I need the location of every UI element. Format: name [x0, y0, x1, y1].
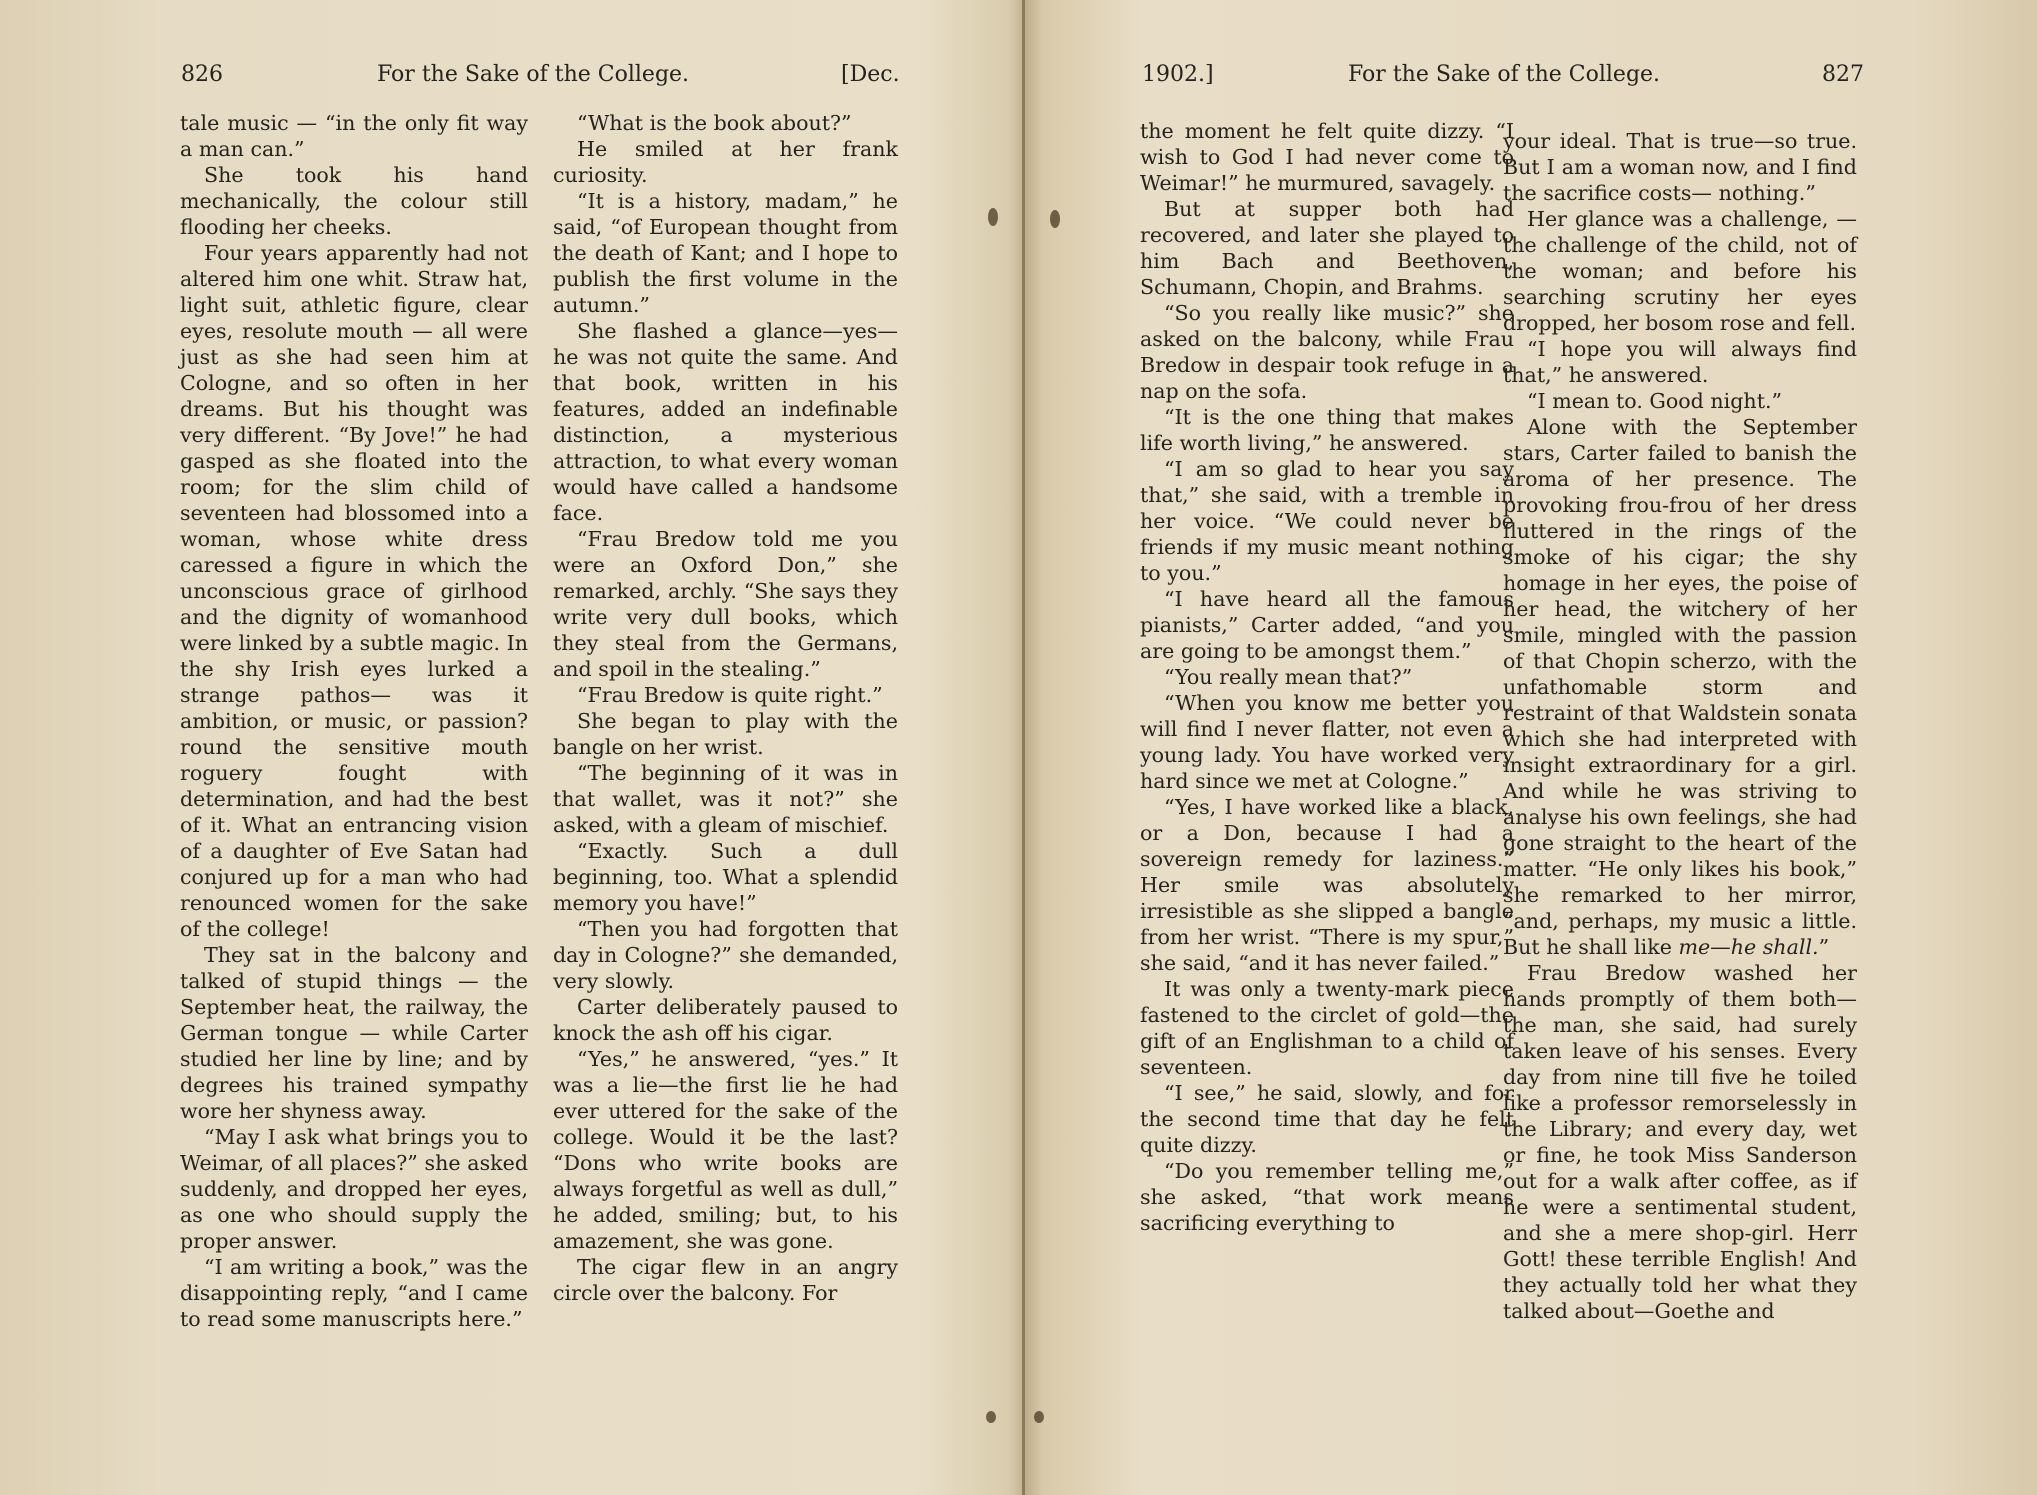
paragraph-text: “May I ask what brings you to Weimar, of all places?” she asked suddenly, and dropped her eyes, as one who should supply the proper answer. [180, 1125, 528, 1253]
paragraph-text: the moment he felt quite dizzy. “I wish to God I had never come to Weimar!” he murmured, savagely. [1140, 119, 1514, 195]
paragraph-text: your ideal. That is true—so true. But I am a woman now, and I find the sacrifice costs— nothing.” [1503, 129, 1857, 205]
paragraph [1503, 414, 1857, 960]
paragraph [1503, 128, 1857, 206]
paragraph-text: She flashed a glance—yes— he was not quite the same. And that book, written in his features, added an indefinable distinction, a mysterious attraction, to what every woman would have called a handsome face. [553, 319, 898, 525]
left-month-label: [Dec. [841, 62, 900, 87]
paragraph [1503, 388, 1857, 414]
paragraph [553, 760, 898, 838]
paragraph-text: “You really mean that?” [1164, 665, 1413, 689]
paragraph-text: Frau Bredow washed her hands promptly of them both— the man, she said, had surely taken leave of his senses. Every day from nine till five he toiled like a professor remorselessly in the Library; and every day, wet or fine, he took Miss Sanderson out for a walk after coffee, as if he were a sentimental student, and she a mere shop-girl. Herr Gott! these terrible English! And they actually told her what they talked about—Goethe and [1503, 961, 1857, 1323]
paragraph-text: But at supper both had recovered, and later she played to him Bach and Beethoven, Schumann, Chopin, and Brahms. [1140, 197, 1514, 299]
left-column-2 [553, 110, 898, 1306]
paragraph [1140, 196, 1514, 300]
paragraph [553, 1046, 898, 1254]
paragraph-text: Carter deliberately paused to knock the ash off his cigar. [553, 995, 898, 1045]
binding-stitch [988, 208, 998, 226]
right-column-1 [1140, 118, 1514, 1236]
paragraph [1503, 336, 1857, 388]
paragraph-text: “It is a history, madam,” he said, “of European thought from the death of Kant; and I hope to publish the first volume in the autumn.” [553, 189, 898, 317]
paragraph [1140, 300, 1514, 404]
paragraph [553, 916, 898, 994]
paragraph-text: “Exactly. Such a dull beginning, too. What a splendid memory you have!” [553, 839, 898, 915]
right-page-number: 827 [1822, 62, 1864, 87]
paragraph-text: “Frau Bredow told me you were an Oxford Don,” she remarked, archly. “She says they write very dull books, which they steal from the Germans, and spoil in the stealing.” [553, 527, 898, 681]
paragraph [180, 1254, 528, 1332]
paragraph [553, 682, 898, 708]
paragraph [553, 838, 898, 916]
paragraph [1140, 794, 1514, 976]
paragraph [180, 942, 528, 1124]
paragraph [1140, 976, 1514, 1080]
paragraph-text: “What is the book about?” [577, 111, 852, 135]
paragraph-text: “It is the one thing that makes life worth living,” he answered. [1140, 405, 1514, 455]
paragraph [180, 1124, 528, 1254]
paragraph-text: The cigar flew in an angry circle over the balcony. For [553, 1255, 898, 1305]
paragraph [1140, 1080, 1514, 1158]
paragraph-text: “Do you remember telling me,” she asked, “that work means sacrificing everything to [1140, 1159, 1514, 1235]
paragraph-text: “So you really like music?” she asked on the balcony, while Frau Bredow in despair took refuge in a nap on the sofa. [1140, 301, 1514, 403]
gutter-fold [1022, 0, 1025, 1495]
paragraph-text: Four years apparently had not altered him one whit. Straw hat, light suit, athletic figure, clear eyes, resolute mouth — all were just as she had seen him at Cologne, and so often in her dreams. But his thought was very different. “By Jove!” he had gasped as she floated into the room; for the slim child of seventeen had blossomed into a woman, whose white dress caressed a figure in which the unconscious grace of girlhood and the dignity of womanhood were linked by a subtle magic. In the shy Irish eyes lurked a strange pathos— was it ambition, or music, or passion? round the sensitive mouth roguery fought with determination, and had the best of it. What an entrancing vision of a daughter of Eve Satan had conjured up for a man who had renounced women for the sake of the college! [180, 241, 528, 941]
paragraph [180, 110, 528, 162]
paragraph-text: “I am writing a book,” was the disappointing reply, “and I came to read some manuscripts here.” [180, 1255, 528, 1331]
paragraph-text: Alone with the September stars, Carter failed to banish the aroma of her presence. The provoking frou-frou of her dress fluttered in the rings of the smoke of his cigar; the shy homage in her eyes, the poise of her head, the witchery of her smile, mingled with the passion of that Chopin scherzo, with the unfathomable storm and restraint of that Waldstein sonata which she had interpreted with insight extraordinary for a girl. And while he was striving to analyse his own feelings, she had gone straight to the heart of the matter. “He only likes his book,” she remarked to her mirror, “and, perhaps, my music a little. But he shall like [1503, 415, 1857, 959]
paragraph [1140, 404, 1514, 456]
paragraph [1140, 118, 1514, 196]
paragraph-text: It was only a twenty-mark piece fastened to the circlet of gold—the gift of an Englishman to a child of seventeen. [1140, 977, 1514, 1079]
paragraph-text: “Yes,” he answered, “yes.” It was a lie—the first lie he had ever uttered for the sake of the college. Would it be the last? “Dons who write books are always forgetful as well as dull,” he added, smiling; but, to his amazement, she was gone. [553, 1047, 898, 1253]
paragraph-text: She took his hand mechanically, the colour still flooding her cheeks. [180, 163, 528, 239]
paragraph [553, 526, 898, 682]
paragraph [1140, 1158, 1514, 1236]
left-running-title: For the Sake of the College. [377, 62, 690, 87]
paragraph [1140, 690, 1514, 794]
paragraph-text: “I am so glad to hear you say that,” she said, with a tremble in her voice. “We could never be friends if my music meant nothing to you.” [1140, 457, 1514, 585]
right-year-label: 1902.] [1142, 62, 1214, 87]
paragraph-text: She began to play with the bangle on her wrist. [553, 709, 898, 759]
paragraph [553, 136, 898, 188]
paragraph [553, 1254, 898, 1306]
paragraph [1503, 960, 1857, 1324]
paragraph [1140, 456, 1514, 586]
paragraph-text: “I have heard all the famous pianists,” Carter added, “and you are going to be amongst them.” [1140, 587, 1514, 663]
paragraph [180, 162, 528, 240]
paragraph-text: “I mean to. Good night.” [1527, 389, 1783, 413]
paragraph-text: “Yes, I have worked like a black, or a Don, because I had a sovereign remedy for laziness.” Her smile was absolutely irresistible as she slipped a bangle from her wrist. “There is my spur,” she said, “and it has never failed.” [1140, 795, 1514, 975]
paragraph-text: tale music — “in the only fit way a man can.” [180, 111, 528, 161]
paragraph [553, 994, 898, 1046]
right-column-2 [1503, 128, 1857, 1324]
paragraph-text: “Frau Bredow is quite right.” [577, 683, 883, 707]
right-page [1030, 0, 2037, 1495]
left-column-1 [180, 110, 528, 1332]
paragraph-text: Her glance was a challenge, —the challenge of the child, not of the woman; and before his searching scrutiny her eyes dropped, her bosom rose and fell. [1503, 207, 1857, 335]
paragraph-text: He smiled at her frank curiosity. [553, 137, 898, 187]
closing-quote: ” [1818, 935, 1830, 959]
left-page-number: 826 [181, 62, 223, 87]
paragraph [553, 110, 898, 136]
paragraph-text: “The beginning of it was in that wallet, was it not?” she asked, with a gleam of mischief. [553, 761, 898, 837]
binding-stitch [986, 1411, 996, 1423]
right-running-title: For the Sake of the College. [1348, 62, 1661, 87]
paragraph [553, 708, 898, 760]
paragraph [553, 318, 898, 526]
paragraph-text: “I see,” he said, slowly, and for the second time that day he felt quite dizzy. [1140, 1081, 1514, 1157]
paragraph [1140, 586, 1514, 664]
paragraph [553, 188, 898, 318]
paragraph [180, 240, 528, 942]
left-page [0, 0, 1010, 1495]
paragraph-text: “When you know me better you will find I never flatter, not even a young lady. You have worked very hard since we met at Cologne.” [1140, 691, 1514, 793]
paragraph [1140, 664, 1514, 690]
paragraph [1503, 206, 1857, 336]
paragraph-text: “I hope you will always find that,” he answered. [1503, 337, 1857, 387]
italic-phrase: me—he shall. [1678, 935, 1819, 959]
paragraph-text: They sat in the balcony and talked of stupid things — the September heat, the railway, the German tongue — while Carter studied her line by line; and by degrees his trained sympathy wore her shyness away. [180, 943, 528, 1123]
paragraph-text: “Then you had forgotten that day in Cologne?” she demanded, very slowly. [553, 917, 898, 993]
